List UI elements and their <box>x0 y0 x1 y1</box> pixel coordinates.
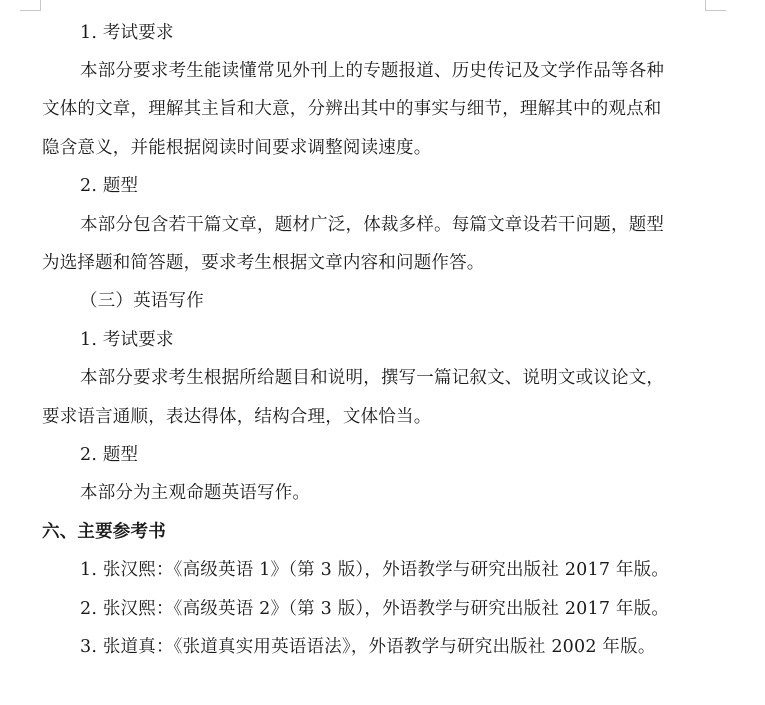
reference-item: 3. 张道真：《张道真实用英语语法》，外语教学与研究出版社 2002 年版。 <box>80 637 656 657</box>
paragraph-line: 为选择题和简答题，要求考生根据文章内容和问题作答。 <box>42 253 485 273</box>
page-corner-mark-right <box>705 0 726 11</box>
subsection-heading-question-types: 2. 题型 <box>80 176 139 196</box>
paragraph-line: 文体的文章，理解其主旨和大意，分辨出其中的事实与细节，理解其中的观点和 <box>42 99 662 119</box>
paragraph-line: 本部分要求考生能读懂常见外刊上的专题报道、历史传记及文学作品等各种 <box>80 61 665 81</box>
subsection-heading-question-types: 2. 题型 <box>80 445 139 465</box>
section-heading-references: 六、主要参考书 <box>42 522 166 542</box>
paragraph-line: 本部分包含若干篇文章，题材广泛，体裁多样。每篇文章设若干问题，题型 <box>80 215 665 235</box>
paragraph-line: 隐含意义，并能根据阅读时间要求调整阅读速度。 <box>42 138 432 158</box>
paragraph-line: 本部分要求考生根据所给题目和说明，撰写一篇记叙文、说明文或议论文， <box>80 368 665 388</box>
reference-item: 2. 张汉熙：《高级英语 2》（第 3 版），外语教学与研究出版社 2017 年版。 <box>80 599 670 619</box>
reference-item: 1. 张汉熙：《高级英语 1》（第 3 版），外语教学与研究出版社 2017 年版。 <box>80 560 670 580</box>
subsection-heading-exam-requirements: 1. 考试要求 <box>80 330 174 350</box>
paragraph-line: 本部分为主观命题英语写作。 <box>80 483 311 503</box>
page-corner-mark-left <box>20 0 41 11</box>
subsection-heading-exam-requirements: 1. 考试要求 <box>80 23 174 43</box>
section-heading-english-writing: （三）英语写作 <box>80 291 204 311</box>
paragraph-line: 要求语言通顺，表达得体，结构合理，文体恰当。 <box>42 407 432 427</box>
